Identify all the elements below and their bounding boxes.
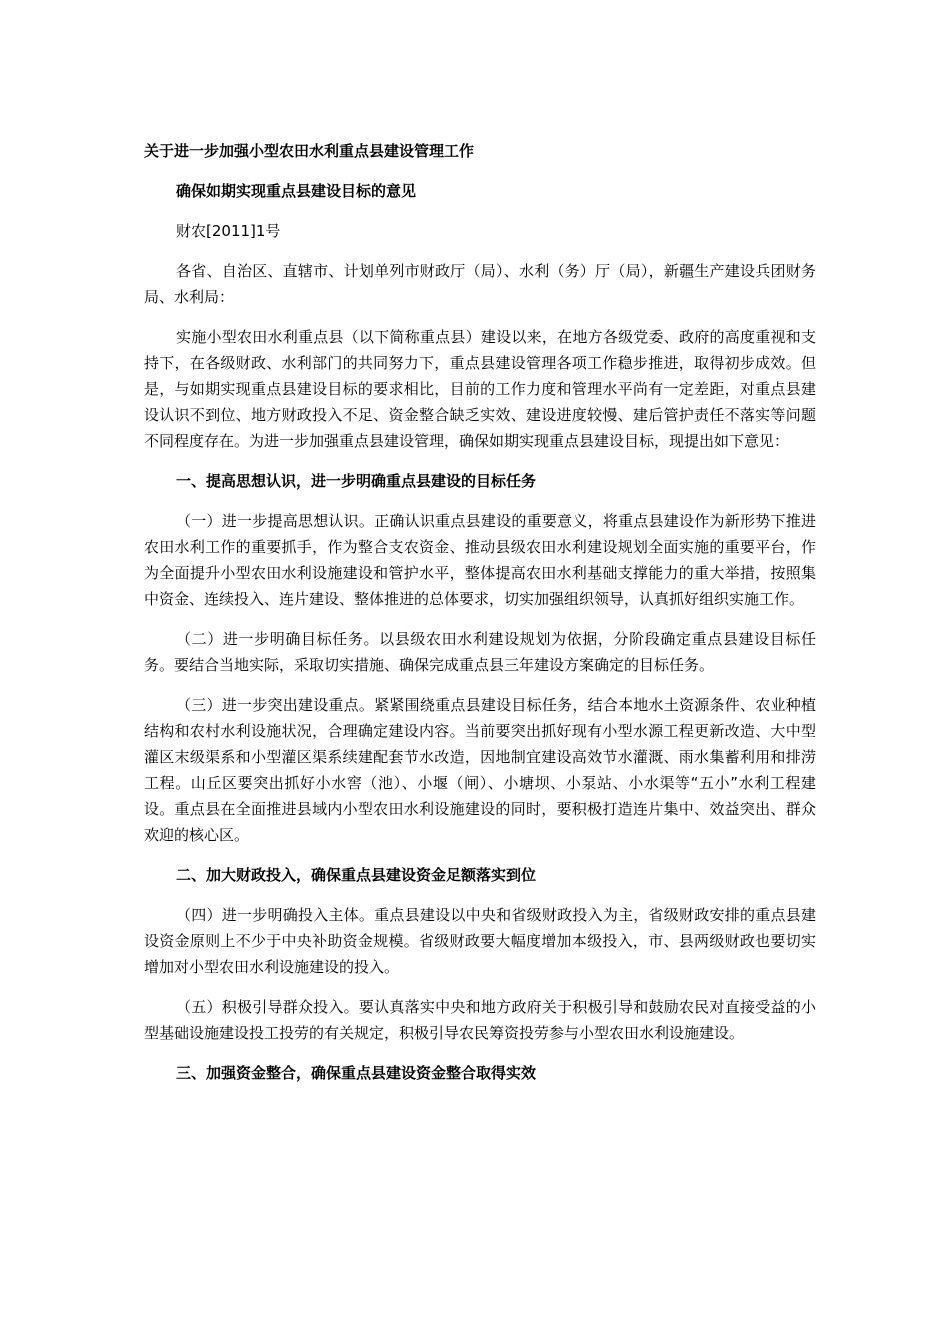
section-2-heading: 二、加大财政投入，确保重点县建设资金足额落实到位 <box>176 866 537 884</box>
section-1-heading: 一、提高思想认识，进一步明确重点县建设的目标任务 <box>176 472 537 490</box>
document-body <box>144 138 816 1086</box>
section-2-paragraph-1: （四）进一步明确投入主体。重点县建设以中央和省级财政投入为主，省级财政安排的重点县建设资金原则上不少于中央补助资金规模。省级财政要大幅度增加本级投入，市、县两级财政也要切实增加对小型农田水利设施建设的投入。 <box>144 906 816 976</box>
document-number: 财农[2011]1号 <box>176 222 281 240</box>
addressee-paragraph: 各省、自治区、直辖市、计划单列市财政厅（局）、水利（务）厅（局），新疆生产建设兵团财务局、水利局： <box>144 262 816 306</box>
section-1-paragraph-2: （二）进一步明确目标任务。以县级农田水利建设规划为依据，分阶段确定重点县建设目标任务。要结合当地实际，采取切实措施、确保完成重点县三年建设方案确定的目标任务。 <box>144 630 816 674</box>
section-3-heading: 三、加强资金整合，确保重点县建设资金整合取得实效 <box>176 1064 537 1082</box>
intro-paragraph: 实施小型农田水利重点县（以下简称重点县）建设以来，在地方各级党委、政府的高度重视和支持下，在各级财政、水利部门的共同努力下，重点县建设管理各项工作稳步推进，取得初步成效。但是，与如期实现重点县建设目标的要求相比，目前的工作力度和管理水平尚有一定差距，对重点县建设认识不到位、地方财政投入不足、资金整合缺乏实效、建设进度较慢、建后管护责任不落实等问题不同程度存在。为进一步加强重点县建设管理，确保如期实现重点县建设目标，现提出如下意见： <box>144 328 816 450</box>
section-1-paragraph-3: （三）进一步突出建设重点。紧紧围绕重点县建设目标任务，结合本地水土资源条件、农业种植结构和农村水利设施状况，合理确定建设内容。当前要突出抓好现有小型水源工程更新改造、大中型灌区末级渠系和小型灌区渠系续建配套节水改造，因地制宜建设高效节水灌溉、雨水集蓄利用和排涝工程。山丘区要突出抓好小水窖（池）、小堰（闸）、小塘坝、小泵站、小水渠等“五小”水利工程建设。重点县在全面推进县域内小型农田水利设施建设的同时，要积极打造连片集中、效益突出、群众欢迎的核心区。 <box>144 696 816 844</box>
document-title: 关于进一步加强小型农田水利重点县建设管理工作 <box>144 142 475 160</box>
section-1-paragraph-1: （一）进一步提高思想认识。正确认识重点县建设的重要意义，将重点县建设作为新形势下推进农田水利工作的重要抓手，作为整合支农资金、推动县级农田水利建设规划全面实施的重要平台，作为全面提升小型农田水利设施建设和管护水平，整体提高农田水利基础支撑能力的重大举措，按照集中资金、连续投入、连片建设、整体推进的总体要求，切实加强组织领导，认真抓好组织实施工作。 <box>144 512 816 608</box>
section-2-paragraph-2: （五）积极引导群众投入。要认真落实中央和地方政府关于积极引导和鼓励农民对直接受益的小型基础设施建设投工投劳的有关规定，积极引导农民筹资投劳参与小型农田水利设施建设。 <box>144 998 816 1042</box>
document-subtitle: 确保如期实现重点县建设目标的意见 <box>176 182 417 200</box>
